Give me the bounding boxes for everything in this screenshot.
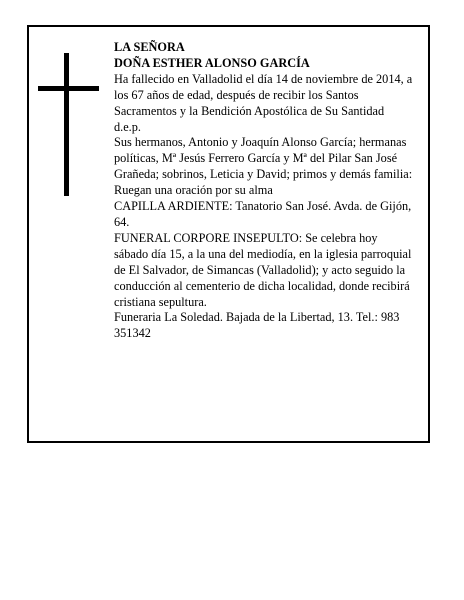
deceased-name: DOÑA ESTHER ALONSO GARCÍA (114, 55, 310, 70)
prayer-request-line: Ruegan una oración por su alma (114, 183, 273, 198)
chapel-info-paragraph: CAPILLA ARDIENTE: Tanatorio San José. Avda. de Gijón, 64. (114, 199, 412, 229)
funeral-home-paragraph: Funeraria La Soledad. Bajada de la Libertad, 13. Tel.: 983 351342 (114, 310, 400, 341)
cross-horizontal-bar (38, 86, 99, 91)
obituary-text-block (114, 40, 414, 342)
latin-cross-icon (38, 53, 99, 196)
cross-vertical-bar (64, 53, 69, 196)
funeral-info-paragraph: FUNERAL CORPORE INSEPULTO: Se celebra hoy sábado día 15, a la una del mediodía, en la iglesia parroquial de El Salvador, de Simancas (Valladolid); y acto seguido la conducción al cementerio de dicha localidad, donde recibirá cristiana sepultura. (114, 230, 412, 309)
death-announcement-paragraph: Ha fallecido en Valladolid el día 14 de noviembre de 2014, a los 67 años de edad, después de recibir los Santos Sacramentos y la Bendición Apostólica de Su Santidad (114, 71, 413, 118)
rest-in-peace-line: d.e.p. (114, 119, 141, 134)
notice-title: LA SEÑORA (114, 40, 185, 54)
family-paragraph: Sus hermanos, Antonio y Joaquín Alonso García; hermanas políticas, Mª Jesús Ferrero García y Mª del Pilar San José Grañeda; sobrinos, Leticia y David; primos y demás familia: (114, 135, 413, 182)
